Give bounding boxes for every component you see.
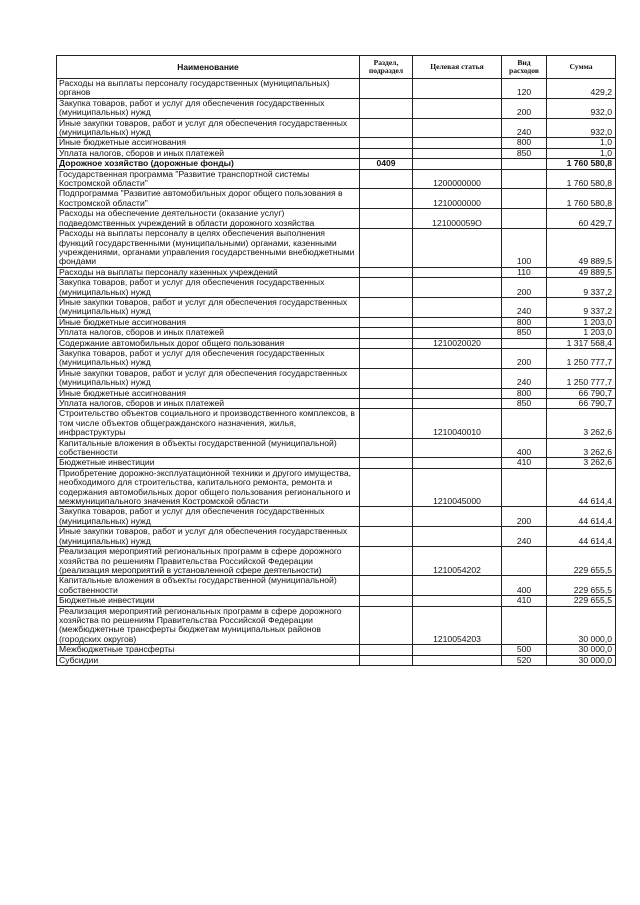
table-row — [57, 79, 616, 99]
cell-target — [413, 655, 502, 665]
cell-kind: 120 — [502, 79, 547, 99]
cell-section — [360, 229, 413, 268]
cell-section — [360, 547, 413, 576]
cell-name: Иные бюджетные ассигнования — [57, 138, 360, 148]
cell-section — [360, 297, 413, 317]
table-row — [57, 388, 616, 398]
cell-section — [360, 368, 413, 388]
cell-section — [360, 507, 413, 527]
cell-sum: 1,0 — [547, 138, 616, 148]
cell-section — [360, 169, 413, 189]
cell-sum: 3 262,6 — [547, 458, 616, 468]
cell-name: Иные бюджетные ассигнования — [57, 317, 360, 327]
table-row — [57, 338, 616, 348]
cell-sum: 1,0 — [547, 148, 616, 158]
cell-kind — [502, 409, 547, 438]
header-section: Раздел, подраздел — [360, 56, 413, 79]
cell-kind: 520 — [502, 655, 547, 665]
cell-section — [360, 596, 413, 606]
cell-kind: 850 — [502, 328, 547, 338]
cell-section — [360, 267, 413, 277]
cell-section — [360, 278, 413, 298]
cell-target — [413, 507, 502, 527]
cell-target: 121000059О — [413, 209, 502, 229]
table-row — [57, 547, 616, 576]
cell-sum: 30 000,0 — [547, 645, 616, 655]
cell-section — [360, 98, 413, 118]
cell-section — [360, 458, 413, 468]
table-row — [57, 297, 616, 317]
table-row — [57, 348, 616, 368]
cell-target — [413, 458, 502, 468]
cell-section — [360, 138, 413, 148]
cell-section — [360, 438, 413, 458]
cell-name: Уплата налогов, сборов и иных платежей — [57, 399, 360, 409]
cell-name: Уплата налогов, сборов и иных платежей — [57, 328, 360, 338]
cell-sum: 49 889,5 — [547, 229, 616, 268]
cell-kind — [502, 209, 547, 229]
cell-kind — [502, 606, 547, 645]
cell-name: Иные закупки товаров, работ и услуг для обеспечения государственных (муниципальных) нужд — [57, 297, 360, 317]
table-row — [57, 576, 616, 596]
cell-name: Бюджетные инвестиции — [57, 458, 360, 468]
cell-target — [413, 79, 502, 99]
table-row — [57, 169, 616, 189]
cell-section: 0409 — [360, 159, 413, 169]
table-row — [57, 328, 616, 338]
cell-sum: 1 203,0 — [547, 317, 616, 327]
cell-kind: 800 — [502, 138, 547, 148]
cell-section — [360, 348, 413, 368]
cell-kind: 240 — [502, 368, 547, 388]
cell-target — [413, 267, 502, 277]
cell-kind: 500 — [502, 645, 547, 655]
cell-name: Капитальные вложения в объекты государственной (муниципальной) собственности — [57, 438, 360, 458]
cell-sum: 429,2 — [547, 79, 616, 99]
cell-target — [413, 317, 502, 327]
cell-name: Межбюджетные трансферты — [57, 645, 360, 655]
cell-name: Расходы на выплаты персоналу государственных (муниципальных) органов — [57, 79, 360, 99]
cell-name: Расходы на обеспечение деятельности (оказание услуг) подведомственных учреждений в области дорожного хозяйства — [57, 209, 360, 229]
cell-sum: 66 790,7 — [547, 399, 616, 409]
cell-kind — [502, 547, 547, 576]
cell-target — [413, 148, 502, 158]
cell-sum: 1 250 777,7 — [547, 368, 616, 388]
cell-sum: 30 000,0 — [547, 606, 616, 645]
cell-name: Строительство объектов социального и производственного комплексов, в том числе объектов общегражданского назначения, жилья, инфраструктуры — [57, 409, 360, 438]
table-row — [57, 458, 616, 468]
header-row — [57, 56, 616, 79]
cell-name: Бюджетные инвестиции — [57, 596, 360, 606]
cell-section — [360, 527, 413, 547]
cell-kind: 410 — [502, 458, 547, 468]
cell-sum: 3 262,6 — [547, 438, 616, 458]
cell-name: Реализация мероприятий региональных программ в сфере дорожного хозяйства по решениям Правительства Российской Федерации (реализация мероприятий в установленной сфере деятельности) — [57, 547, 360, 576]
cell-kind — [502, 468, 547, 507]
cell-sum: 30 000,0 — [547, 655, 616, 665]
cell-kind: 400 — [502, 576, 547, 596]
cell-name: Закупка товаров, работ и услуг для обеспечения государственных (муниципальных) нужд — [57, 348, 360, 368]
cell-section — [360, 655, 413, 665]
cell-target — [413, 138, 502, 148]
cell-name: Иные закупки товаров, работ и услуг для обеспечения государственных (муниципальных) нужд — [57, 118, 360, 138]
cell-section — [360, 328, 413, 338]
cell-sum: 44 614,4 — [547, 468, 616, 507]
cell-sum: 66 790,7 — [547, 388, 616, 398]
cell-name: Иные закупки товаров, работ и услуг для обеспечения государственных (муниципальных) нужд — [57, 368, 360, 388]
cell-sum: 49 889,5 — [547, 267, 616, 277]
cell-kind: 100 — [502, 229, 547, 268]
cell-sum: 229 655,5 — [547, 547, 616, 576]
cell-target — [413, 368, 502, 388]
cell-sum: 229 655,5 — [547, 596, 616, 606]
cell-kind: 240 — [502, 527, 547, 547]
table-row — [57, 118, 616, 138]
cell-sum: 3 262,6 — [547, 409, 616, 438]
cell-kind: 200 — [502, 507, 547, 527]
cell-kind: 800 — [502, 388, 547, 398]
cell-sum: 9 337,2 — [547, 278, 616, 298]
table-row — [57, 189, 616, 209]
cell-sum: 932,0 — [547, 98, 616, 118]
header-target: Целевая статья — [413, 56, 502, 79]
cell-target — [413, 278, 502, 298]
cell-sum: 932,0 — [547, 118, 616, 138]
table-row — [57, 159, 616, 169]
cell-section — [360, 645, 413, 655]
cell-name: Расходы на выплаты персоналу казенных учреждений — [57, 267, 360, 277]
cell-name: Закупка товаров, работ и услуг для обеспечения государственных (муниципальных) нужд — [57, 278, 360, 298]
cell-sum: 229 655,5 — [547, 576, 616, 596]
cell-name: Капитальные вложения в объекты государственной (муниципальной) собственности — [57, 576, 360, 596]
cell-name: Закупка товаров, работ и услуг для обеспечения государственных (муниципальных) нужд — [57, 507, 360, 527]
table-row — [57, 399, 616, 409]
cell-kind — [502, 338, 547, 348]
cell-target — [413, 348, 502, 368]
cell-kind — [502, 169, 547, 189]
cell-name: Приобретение дорожно-эксплуатационной техники и другого имущества, необходимого для строительства, капитального ремонта, ремонта и содержания автомобильных дорог общего пользования регионального и межмуниципального значения Костромской области — [57, 468, 360, 507]
table-row — [57, 138, 616, 148]
cell-sum: 1 760 580,8 — [547, 169, 616, 189]
cell-section — [360, 118, 413, 138]
table-row — [57, 438, 616, 458]
cell-section — [360, 338, 413, 348]
cell-section — [360, 576, 413, 596]
table-row — [57, 98, 616, 118]
cell-sum: 60 429,7 — [547, 209, 616, 229]
cell-section — [360, 388, 413, 398]
cell-kind: 800 — [502, 317, 547, 327]
cell-sum: 44 614,4 — [547, 507, 616, 527]
cell-sum: 44 614,4 — [547, 527, 616, 547]
cell-target — [413, 527, 502, 547]
table-row — [57, 507, 616, 527]
table-row — [57, 229, 616, 268]
cell-sum: 1 760 580,8 — [547, 189, 616, 209]
cell-section — [360, 189, 413, 209]
cell-section — [360, 468, 413, 507]
cell-target — [413, 98, 502, 118]
cell-target — [413, 118, 502, 138]
cell-target: 1210045000 — [413, 468, 502, 507]
cell-target: 1210054203 — [413, 606, 502, 645]
cell-target — [413, 328, 502, 338]
cell-section — [360, 209, 413, 229]
cell-target — [413, 229, 502, 268]
cell-name: Подпрограмма "Развитие автомобильных дорог общего пользования в Костромской области" — [57, 189, 360, 209]
cell-kind: 200 — [502, 98, 547, 118]
cell-kind: 850 — [502, 148, 547, 158]
cell-name: Иные бюджетные ассигнования — [57, 388, 360, 398]
cell-target — [413, 297, 502, 317]
cell-sum: 1 203,0 — [547, 328, 616, 338]
cell-kind: 200 — [502, 278, 547, 298]
cell-sum: 1 317 568,4 — [547, 338, 616, 348]
cell-target: 1200000000 — [413, 169, 502, 189]
cell-name: Уплата налогов, сборов и иных платежей — [57, 148, 360, 158]
cell-target — [413, 159, 502, 169]
budget-document — [56, 55, 616, 666]
cell-name: Закупка товаров, работ и услуг для обеспечения государственных (муниципальных) нужд — [57, 98, 360, 118]
cell-name: Расходы на выплаты персоналу в целях обеспечения выполнения функций государственными (муниципальными) органами, казенными учреждениями, органами управления государственными внебюджетными фондами — [57, 229, 360, 268]
cell-target: 1210020020 — [413, 338, 502, 348]
cell-target: 1210000000 — [413, 189, 502, 209]
header-kind: Вид расходов — [502, 56, 547, 79]
cell-name: Государственная программа "Развитие транспортной системы Костромской области" — [57, 169, 360, 189]
cell-target — [413, 645, 502, 655]
cell-target — [413, 596, 502, 606]
table-row — [57, 527, 616, 547]
cell-name: Дорожное хозяйство (дорожные фонды) — [57, 159, 360, 169]
table-row — [57, 645, 616, 655]
cell-target — [413, 576, 502, 596]
header-name: Наименование — [57, 56, 360, 79]
cell-target — [413, 399, 502, 409]
cell-kind — [502, 159, 547, 169]
table-row — [57, 409, 616, 438]
header-sum: Сумма — [547, 56, 616, 79]
cell-target: 1210054202 — [413, 547, 502, 576]
cell-kind: 110 — [502, 267, 547, 277]
cell-name: Иные закупки товаров, работ и услуг для обеспечения государственных (муниципальных) нужд — [57, 527, 360, 547]
cell-kind: 850 — [502, 399, 547, 409]
cell-section — [360, 79, 413, 99]
table-row — [57, 278, 616, 298]
cell-kind — [502, 189, 547, 209]
cell-kind: 200 — [502, 348, 547, 368]
cell-kind: 240 — [502, 297, 547, 317]
cell-name: Субсидии — [57, 655, 360, 665]
cell-kind: 240 — [502, 118, 547, 138]
table-row — [57, 317, 616, 327]
cell-section — [360, 409, 413, 438]
cell-target: 1210040010 — [413, 409, 502, 438]
cell-kind: 410 — [502, 596, 547, 606]
cell-section — [360, 606, 413, 645]
budget-table — [56, 55, 616, 666]
cell-kind: 400 — [502, 438, 547, 458]
table-row — [57, 606, 616, 645]
cell-sum: 9 337,2 — [547, 297, 616, 317]
cell-sum: 1 250 777,7 — [547, 348, 616, 368]
cell-name: Реализация мероприятий региональных программ в сфере дорожного хозяйства по решениям Правительства Российской Федерации (межбюджетные трансферты бюджетам муниципальных районов (городских округов) — [57, 606, 360, 645]
cell-name: Содержание автомобильных дорог общего пользования — [57, 338, 360, 348]
cell-target — [413, 388, 502, 398]
table-row — [57, 596, 616, 606]
table-row — [57, 368, 616, 388]
table-row — [57, 468, 616, 507]
table-row — [57, 655, 616, 665]
cell-target — [413, 438, 502, 458]
table-row — [57, 209, 616, 229]
cell-section — [360, 148, 413, 158]
cell-section — [360, 399, 413, 409]
table-row — [57, 148, 616, 158]
cell-section — [360, 317, 413, 327]
cell-sum: 1 760 580,8 — [547, 159, 616, 169]
table-row — [57, 267, 616, 277]
